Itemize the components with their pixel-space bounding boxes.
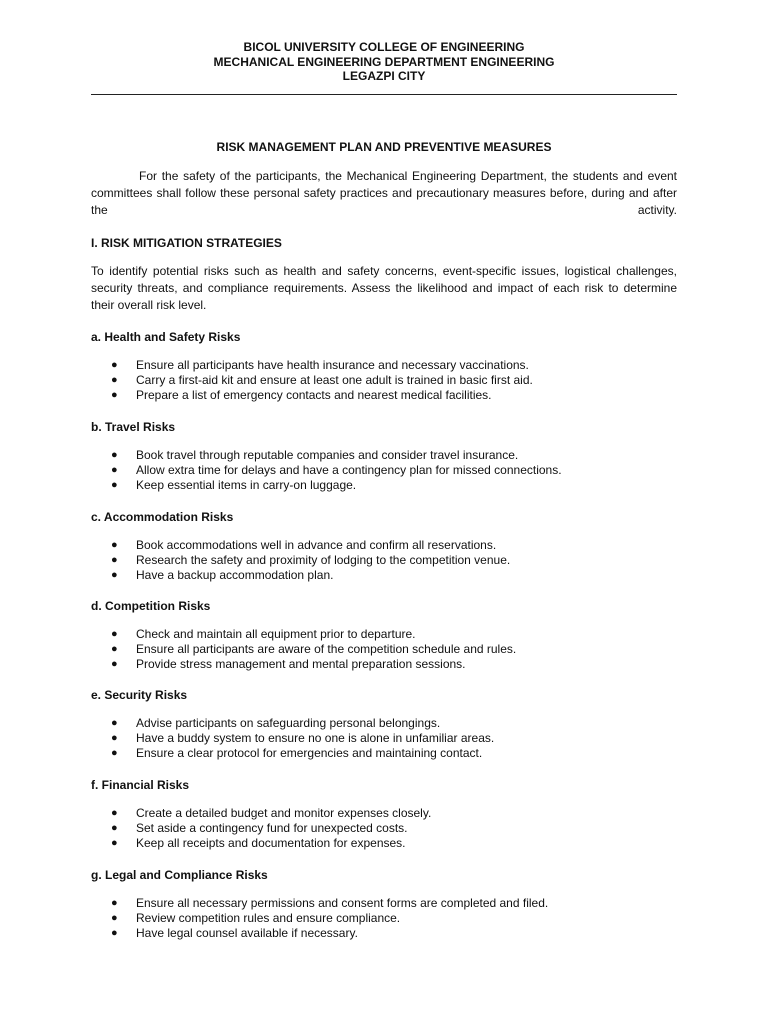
list-item: [91, 388, 691, 403]
list-item-text: Ensure all necessary permissions and consent forms are completed and filed.: [136, 896, 549, 910]
list-item: [91, 463, 691, 478]
risk-section-title: d. Competition Risks: [91, 599, 211, 613]
risk-section: [91, 778, 691, 851]
risk-list: [91, 448, 691, 493]
list-item: [91, 911, 691, 926]
risk-section-title: b. Travel Risks: [91, 420, 176, 434]
risk-list: [91, 627, 691, 672]
risk-list: [91, 716, 691, 761]
risk-section: [91, 330, 691, 403]
risk-section: [91, 510, 691, 583]
risk-list: [91, 538, 691, 583]
header-divider: [91, 94, 677, 95]
list-item-text: Have a backup accommodation plan.: [136, 568, 334, 582]
risk-section-title: g. Legal and Compliance Risks: [91, 868, 268, 882]
list-item: [91, 806, 691, 821]
list-item: [91, 373, 691, 388]
section-intro-paragraph: To identify potential risks such as health and safety concerns, event-specific issues, logistical challenges, security threats, and compliance requirements. Assess the likelihood and impact of each risk to determine their overall risk level.: [91, 264, 677, 312]
list-item: [91, 642, 691, 657]
list-item: [91, 568, 691, 583]
risk-section-title: c. Accommodation Risks: [91, 510, 234, 524]
risk-section-title: a. Health and Safety Risks: [91, 330, 241, 344]
list-item-text: Provide stress management and mental preparation sessions.: [136, 657, 466, 671]
list-item: [91, 836, 691, 851]
list-item-text: Review competition rules and ensure compliance.: [136, 911, 401, 925]
section-heading: I. RISK MITIGATION STRATEGIES: [91, 236, 282, 250]
risk-section: [91, 420, 691, 493]
bullet-icon: ●: [111, 897, 118, 909]
bullet-icon: ●: [111, 837, 118, 849]
risk-list: [91, 358, 691, 403]
bullet-icon: ●: [111, 912, 118, 924]
list-item: [91, 896, 691, 911]
list-item-text: Advise participants on safeguarding personal belongings.: [136, 716, 441, 730]
bullet-icon: ●: [111, 359, 118, 371]
risk-list: [91, 896, 691, 941]
risk-section-title: e. Security Risks: [91, 688, 188, 702]
list-item: [91, 716, 691, 731]
bullet-icon: ●: [111, 717, 118, 729]
bullet-icon: ●: [111, 658, 118, 670]
risk-section-title: f. Financial Risks: [91, 778, 190, 792]
bullet-icon: ●: [111, 569, 118, 581]
risk-list: [91, 806, 691, 851]
bullet-icon: ●: [111, 554, 118, 566]
list-item-text: Have a buddy system to ensure no one is alone in unfamiliar areas.: [136, 731, 495, 745]
list-item-text: Create a detailed budget and monitor expenses closely.: [136, 806, 432, 820]
document-title: RISK MANAGEMENT PLAN AND PREVENTIVE MEASURES: [216, 140, 552, 154]
list-item: [91, 821, 691, 836]
list-item: [91, 553, 691, 568]
list-item: [91, 448, 691, 463]
list-item-text: Book travel through reputable companies and consider travel insurance.: [136, 448, 519, 462]
header-university: BICOL UNIVERSITY COLLEGE OF ENGINEERING: [243, 40, 525, 54]
header-department: MECHANICAL ENGINEERING DEPARTMENT ENGINEERING: [213, 55, 555, 69]
list-item: [91, 731, 691, 746]
bullet-icon: ●: [111, 807, 118, 819]
bullet-icon: ●: [111, 479, 118, 491]
list-item: [91, 746, 691, 761]
list-item-text: Carry a first-aid kit and ensure at least one adult is trained in basic first aid.: [136, 373, 533, 387]
list-item-text: Ensure all participants are aware of the competition schedule and rules.: [136, 642, 517, 656]
list-item-text: Prepare a list of emergency contacts and nearest medical facilities.: [136, 388, 492, 402]
list-item-text: Set aside a contingency fund for unexpected costs.: [136, 821, 408, 835]
list-item-text: Allow extra time for delays and have a contingency plan for missed connections.: [136, 463, 562, 477]
list-item: [91, 538, 691, 553]
header-city: LEGAZPI CITY: [342, 69, 426, 83]
list-item: [91, 358, 691, 373]
list-item-text: Check and maintain all equipment prior to departure.: [136, 627, 416, 641]
list-item-text: Ensure a clear protocol for emergencies and maintaining contact.: [136, 746, 483, 760]
list-item: [91, 926, 691, 941]
bullet-icon: ●: [111, 464, 118, 476]
bullet-icon: ●: [111, 628, 118, 640]
list-item-text: Book accommodations well in advance and confirm all reservations.: [136, 538, 497, 552]
bullet-icon: ●: [111, 539, 118, 551]
bullet-icon: ●: [111, 732, 118, 744]
list-item: [91, 627, 691, 642]
bullet-icon: ●: [111, 822, 118, 834]
intro-paragraph: For the safety of the participants, the Mechanical Engineering Department, the students and event committees shall follow these personal safety practices and precautionary measures before, during and after the activity.: [91, 169, 677, 217]
bullet-icon: ●: [111, 747, 118, 759]
bullet-icon: ●: [111, 927, 118, 939]
risk-section: [91, 599, 691, 672]
list-item-text: Have legal counsel available if necessary.: [136, 926, 358, 940]
list-item: [91, 657, 691, 672]
bullet-icon: ●: [111, 374, 118, 386]
list-item-text: Research the safety and proximity of lodging to the competition venue.: [136, 553, 511, 567]
risk-section: [91, 868, 691, 941]
list-item-text: Ensure all participants have health insurance and necessary vaccinations.: [136, 358, 529, 372]
list-item-text: Keep all receipts and documentation for expenses.: [136, 836, 406, 850]
list-item-text: Keep essential items in carry-on luggage.: [136, 478, 357, 492]
bullet-icon: ●: [111, 643, 118, 655]
risk-section: [91, 688, 691, 761]
list-item: [91, 478, 691, 493]
bullet-icon: ●: [111, 449, 118, 461]
bullet-icon: ●: [111, 389, 118, 401]
